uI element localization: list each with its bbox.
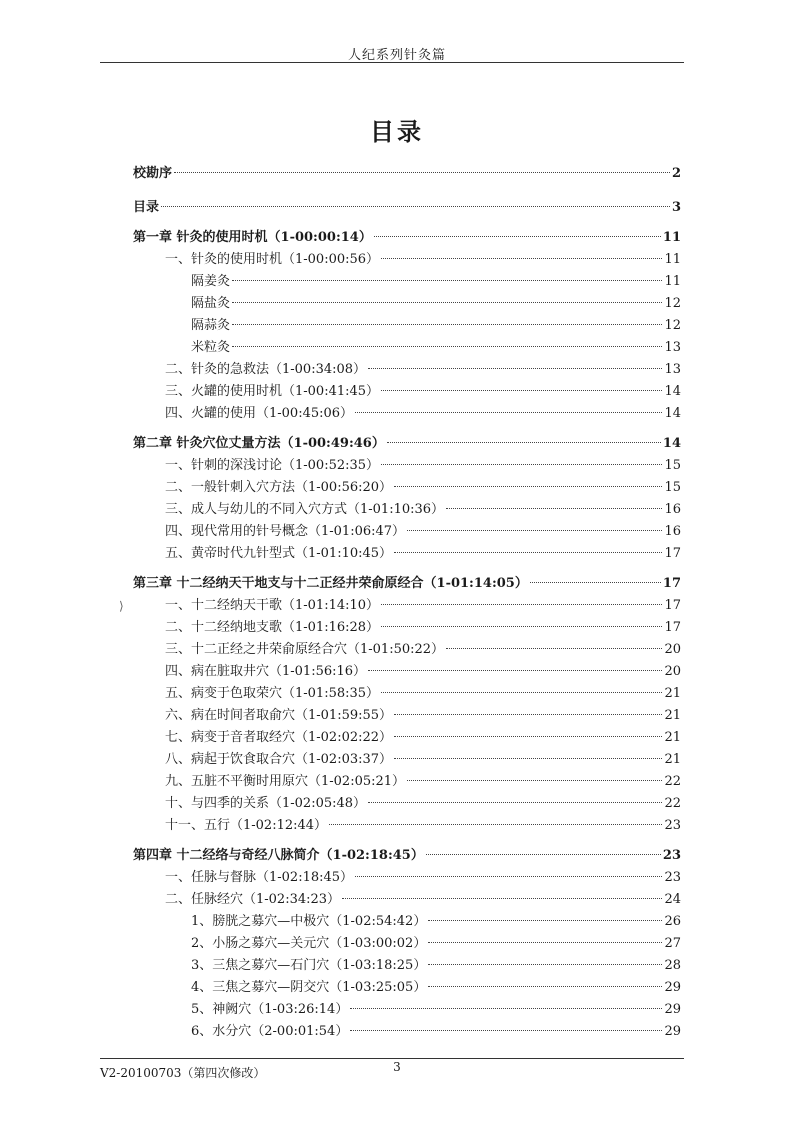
- dot-leader: [446, 648, 662, 649]
- toc-chapter-entry[interactable]: [133, 227, 681, 249]
- dot-leader: [368, 670, 662, 671]
- toc-entry-label: 九、五脏不平衡时用原穴（1-02:05:21）: [165, 774, 406, 789]
- margin-mark: ⟩: [119, 599, 124, 613]
- dot-leader: [407, 780, 662, 781]
- toc-entry-page: 22: [664, 796, 681, 811]
- footer-version: V2-20100703（第四次修改）: [100, 1066, 266, 1080]
- dot-leader: [355, 876, 662, 877]
- toc-entry-label: 八、病起于饮食取合穴（1-02:03:37）: [165, 752, 393, 767]
- toc-entry-page: 12: [664, 318, 681, 333]
- toc-entry-label: 七、病变于音者取经穴（1-02:02:22）: [165, 730, 393, 745]
- toc-entry-label: 校勘序: [133, 166, 173, 181]
- dot-leader: [381, 604, 662, 605]
- toc-section-entry[interactable]: [133, 521, 681, 543]
- toc-entry-page: 29: [664, 1002, 681, 1017]
- dot-leader: [232, 324, 662, 325]
- toc-entry-page: 20: [664, 642, 681, 657]
- dot-leader: [381, 390, 662, 391]
- toc-section-entry[interactable]: [133, 889, 681, 911]
- dot-leader: [394, 758, 662, 759]
- toc-section-entry[interactable]: [133, 815, 681, 837]
- toc-entry-label: 第四章 十二经络与奇经八脉简介（1-02:18:45）: [133, 848, 424, 863]
- toc-spacer: [133, 219, 681, 227]
- table-of-contents: [119, 163, 681, 1043]
- toc-subsection-entry[interactable]: [133, 999, 681, 1021]
- dot-leader: [232, 302, 662, 303]
- toc-entry-label: 四、病在脏取井穴（1-01:56:16）: [165, 664, 367, 679]
- toc-section-entry[interactable]: [133, 403, 681, 425]
- toc-entry-label: 四、现代常用的针号概念（1-01:06:47）: [165, 524, 406, 539]
- toc-entry-page: 2: [671, 166, 681, 181]
- toc-spacer: [133, 837, 681, 845]
- toc-entry-label: 5、神阙穴（1-03:26:14）: [191, 1002, 349, 1017]
- dot-leader: [428, 986, 662, 987]
- toc-entry-page: 13: [664, 362, 681, 377]
- toc-entry-label: 1、膀胱之募穴—中极穴（1-02:54:42）: [191, 914, 427, 929]
- toc-entry-label: 二、针灸的急救法（1-00:34:08）: [165, 362, 367, 377]
- toc-entry-label: 隔蒜灸: [191, 318, 231, 333]
- toc-entry-page: 29: [664, 1024, 681, 1039]
- toc-subsection-entry[interactable]: [133, 1021, 681, 1043]
- page-title: 目录: [370, 117, 424, 146]
- toc-entry-label: 一、任脉与督脉（1-02:18:45）: [165, 870, 354, 885]
- toc-entry-label: 目录: [133, 200, 160, 215]
- dot-leader: [355, 412, 662, 413]
- running-header: 人纪系列针灸篇: [347, 48, 446, 63]
- toc-entry-page: 14: [662, 436, 681, 451]
- toc-entry-page: 21: [664, 730, 681, 745]
- toc-entry-page: 15: [664, 480, 681, 495]
- toc-entry-page: 16: [664, 502, 681, 517]
- toc-entry-page: 11: [662, 230, 681, 245]
- toc-entry-label: 隔姜灸: [191, 274, 231, 289]
- dot-leader: [374, 236, 661, 237]
- footer-page-number: 3: [393, 1060, 401, 1074]
- dot-leader: [232, 280, 662, 281]
- toc-subsection-entry[interactable]: [133, 977, 681, 999]
- dot-leader: [174, 172, 670, 173]
- toc-chapter-entry[interactable]: [133, 845, 681, 867]
- toc-section-entry[interactable]: [133, 705, 681, 727]
- toc-section-entry[interactable]: [133, 727, 681, 749]
- toc-entry-page: 21: [664, 708, 681, 723]
- toc-entry-label: 十一、五行（1-02:12:44）: [165, 818, 328, 833]
- toc-chapter-entry[interactable]: [133, 197, 681, 219]
- toc-section-entry[interactable]: [133, 249, 681, 271]
- toc-entry-page: 13: [664, 340, 681, 355]
- toc-subsection-entry[interactable]: [133, 955, 681, 977]
- toc-entry-page: 26: [664, 914, 681, 929]
- toc-entry-page: 23: [662, 848, 681, 863]
- dot-leader: [161, 206, 670, 207]
- toc-section-entry[interactable]: [133, 617, 681, 639]
- toc-spacer: [133, 565, 681, 573]
- toc-entry-label: 米粒灸: [191, 340, 231, 355]
- toc-section-entry[interactable]: [133, 771, 681, 793]
- toc-entry-page: 24: [664, 892, 681, 907]
- toc-entry-label: 三、十二正经之井荣俞原经合穴（1-01:50:22）: [165, 642, 445, 657]
- toc-entry-label: 6、水分穴（2-00:01:54）: [191, 1024, 349, 1039]
- dot-leader: [428, 920, 662, 921]
- toc-entry-label: 第三章 十二经纳天干地支与十二正经井荣俞原经合（1-01:14:05）: [133, 576, 528, 591]
- toc-entry-page: 12: [664, 296, 681, 311]
- toc-entry-label: 4、三焦之募穴—阴交穴（1-03:25:05）: [191, 980, 427, 995]
- toc-entry-page: 28: [664, 958, 681, 973]
- dot-leader: [381, 692, 662, 693]
- toc-subsection-entry[interactable]: [133, 337, 681, 359]
- toc-entry-page: 14: [664, 384, 681, 399]
- toc-entry-label: 五、黄帝时代九针型式（1-01:10:45）: [165, 546, 393, 561]
- toc-entry-page: 15: [664, 458, 681, 473]
- toc-chapter-entry[interactable]: [133, 573, 681, 595]
- toc-section-entry[interactable]: [133, 793, 681, 815]
- dot-leader: [426, 854, 661, 855]
- dot-leader: [381, 464, 662, 465]
- toc-entry-label: 三、火罐的使用时机（1-00:41:45）: [165, 384, 380, 399]
- toc-entry-label: 二、任脉经穴（1-02:34:23）: [165, 892, 341, 907]
- toc-entry-page: 17: [664, 598, 681, 613]
- dot-leader: [407, 530, 662, 531]
- dot-leader: [387, 442, 661, 443]
- toc-entry-page: 21: [664, 686, 681, 701]
- toc-section-entry[interactable]: [133, 543, 681, 565]
- toc-entry-page: 22: [664, 774, 681, 789]
- toc-subsection-entry[interactable]: [133, 293, 681, 315]
- toc-entry-page: 14: [664, 406, 681, 421]
- dot-leader: [530, 582, 661, 583]
- toc-entry-label: 一、十二经纳天干歌（1-01:14:10）: [165, 598, 380, 613]
- toc-entry-label: 六、病在时间者取俞穴（1-01:59:55）: [165, 708, 393, 723]
- toc-entry-page: 29: [664, 980, 681, 995]
- toc-entry-label: 隔盐灸: [191, 296, 231, 311]
- header-rule: [100, 62, 684, 63]
- dot-leader: [342, 898, 662, 899]
- toc-entry-label: 2、小肠之募穴—关元穴（1-03:00:02）: [191, 936, 427, 951]
- toc-entry-page: 11: [664, 274, 681, 289]
- toc-entry-page: 23: [664, 818, 681, 833]
- dot-leader: [394, 714, 662, 715]
- toc-section-entry[interactable]: [133, 661, 681, 683]
- toc-section-entry[interactable]: [133, 477, 681, 499]
- toc-section-entry[interactable]: [133, 359, 681, 381]
- toc-entry-label: 一、针灸的使用时机（1-00:00:56）: [165, 252, 380, 267]
- toc-entry-page: 21: [664, 752, 681, 767]
- footer-rule: [100, 1058, 684, 1059]
- toc-section-entry[interactable]: [133, 455, 681, 477]
- dot-leader: [368, 368, 662, 369]
- dot-leader: [446, 508, 662, 509]
- toc-entry-page: 16: [664, 524, 681, 539]
- toc-subsection-entry[interactable]: [133, 933, 681, 955]
- toc-entry-label: 3、三焦之募穴—石门穴（1-03:18:25）: [191, 958, 427, 973]
- dot-leader: [381, 626, 662, 627]
- toc-entry-page: 20: [664, 664, 681, 679]
- dot-leader: [394, 486, 662, 487]
- dot-leader: [428, 942, 662, 943]
- toc-entry-label: 一、针刺的深浅讨论（1-00:52:35）: [165, 458, 380, 473]
- toc-entry-page: 23: [664, 870, 681, 885]
- toc-entry-page: 17: [664, 546, 681, 561]
- toc-chapter-entry[interactable]: [133, 433, 681, 455]
- dot-leader: [232, 346, 662, 347]
- dot-leader: [350, 1008, 662, 1009]
- toc-subsection-entry[interactable]: [133, 271, 681, 293]
- toc-entry-page: 11: [664, 252, 681, 267]
- dot-leader: [381, 258, 662, 259]
- toc-section-entry[interactable]: [133, 683, 681, 705]
- toc-chapter-entry[interactable]: [133, 163, 681, 185]
- toc-section-entry[interactable]: [133, 639, 681, 661]
- toc-section-entry[interactable]: [133, 381, 681, 403]
- toc-section-entry[interactable]: [133, 749, 681, 771]
- toc-section-entry[interactable]: [133, 499, 681, 521]
- dot-leader: [329, 824, 662, 825]
- toc-entry-page: 3: [671, 200, 681, 215]
- dot-leader: [428, 964, 662, 965]
- toc-spacer: [133, 425, 681, 433]
- toc-entry-label: 二、十二经纳地支歌（1-01:16:28）: [165, 620, 380, 635]
- toc-section-entry[interactable]: [119, 595, 681, 617]
- toc-entry-label: 第一章 针灸的使用时机（1-00:00:14）: [133, 230, 372, 245]
- toc-entry-label: 第二章 针灸穴位丈量方法（1-00:49:46）: [133, 436, 385, 451]
- toc-entry-label: 二、一般针刺入穴方法（1-00:56:20）: [165, 480, 393, 495]
- toc-entry-label: 四、火罐的使用（1-00:45:06）: [165, 406, 354, 421]
- toc-entry-page: 27: [664, 936, 681, 951]
- toc-section-entry[interactable]: [133, 867, 681, 889]
- toc-subsection-entry[interactable]: [133, 911, 681, 933]
- toc-entry-label: 十、与四季的关系（1-02:05:48）: [165, 796, 367, 811]
- toc-entry-page: 17: [664, 620, 681, 635]
- toc-entry-page: 17: [662, 576, 681, 591]
- toc-entry-label: 三、成人与幼儿的不同入穴方式（1-01:10:36）: [165, 502, 445, 517]
- toc-subsection-entry[interactable]: [133, 315, 681, 337]
- toc-spacer: [133, 185, 681, 197]
- dot-leader: [350, 1030, 662, 1031]
- dot-leader: [368, 802, 662, 803]
- toc-entry-label: 五、病变于色取荣穴（1-01:58:35）: [165, 686, 380, 701]
- dot-leader: [394, 736, 662, 737]
- dot-leader: [394, 552, 662, 553]
